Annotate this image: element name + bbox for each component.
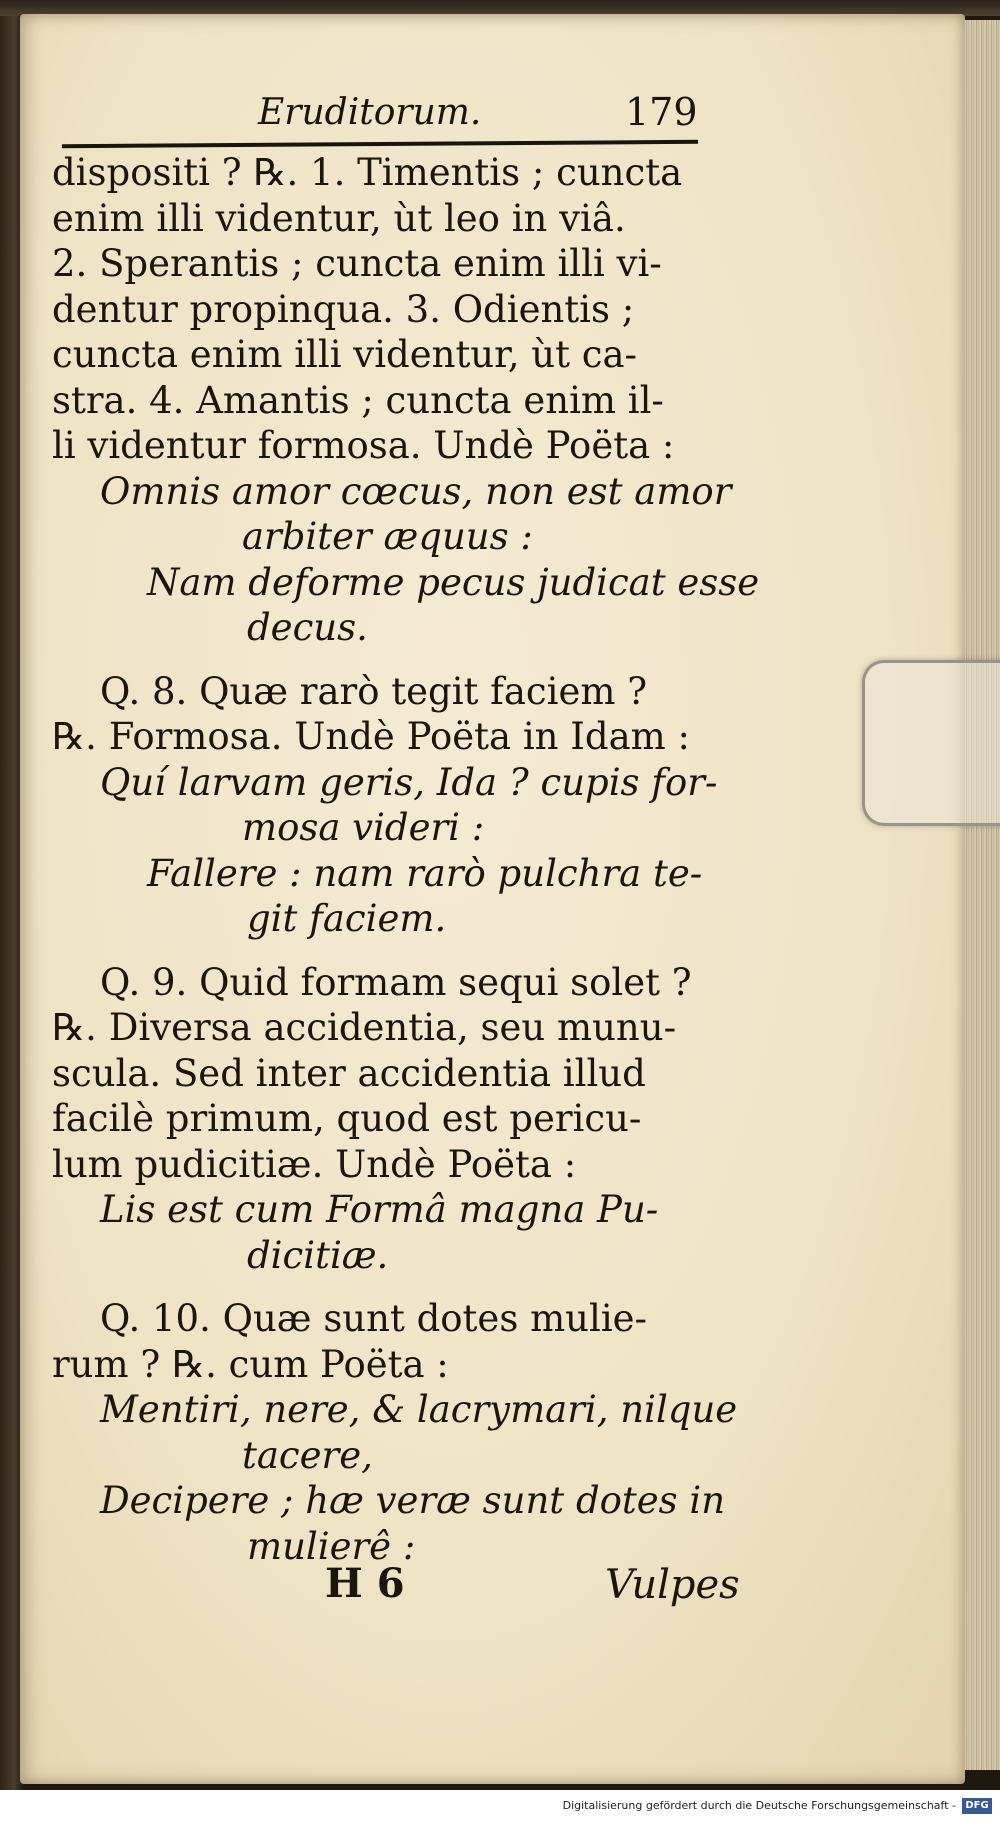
verse-line: Omnis amor cœcus, non est amor [100, 469, 732, 513]
page-clip [862, 660, 1000, 826]
question-line: Q. 10. Quæ sunt dotes mulie- [100, 1297, 648, 1340]
running-title: Eruditorum. [258, 92, 482, 133]
text-line: cuncta enim illi videntur, ùt ca- [52, 333, 638, 376]
text-line: rum ? ℞. cum Poëta : [52, 1342, 449, 1386]
text-line: dentur propinqua. 3. Odientis ; [52, 287, 635, 331]
verse-line: Lis est cum Formâ magna Pu- [100, 1188, 659, 1231]
text-line: enim illi videntur, ùt leo in viâ. [52, 196, 626, 240]
verse-line: Quí larvam geris, Ida ? cupis for- [100, 760, 718, 804]
verse-line: Mentiri, nere, & lacrymari, nilque [100, 1388, 738, 1431]
digitization-credit: Digitalisierung gefördert durch die Deutsche Forschungsgemeinschaft - [562, 1799, 956, 1812]
verse-line: arbiter æquus : [242, 515, 533, 558]
signature-mark: H 6 [325, 1560, 405, 1607]
verse-line: git faciem. [247, 897, 447, 940]
verse-line: dicitiæ. [247, 1233, 389, 1277]
question-line: Q. 8. Quæ rarò tegit faciem ? [100, 669, 648, 713]
body-text [52, 150, 760, 1569]
dfg-logo: DFG [962, 1798, 992, 1814]
verse-line: decus. [247, 606, 368, 649]
verse-line: mulierê : [247, 1524, 416, 1568]
verse-line: mosa videri : [242, 806, 485, 849]
text-line: 2. Sperantis ; cuncta enim illi vi- [52, 242, 662, 285]
book-fore-edge [962, 20, 1000, 1770]
text-line: dispositi ? ℞. 1. Timentis ; cuncta [52, 151, 683, 194]
verse-line: Fallere : nam rarò pulchra te- [147, 851, 703, 895]
verse-line: Decipere ; hæ veræ sunt dotes in [100, 1479, 726, 1522]
text-line: stra. 4. Amantis ; cuncta enim il- [52, 378, 664, 422]
page-number: 179 [625, 90, 698, 134]
text-line: scula. Sed inter accidentia illud [52, 1051, 646, 1095]
verse-line: Nam deforme pecus judicat esse [147, 560, 760, 604]
question-line: Q. 9. Quid formam sequi solet ? [100, 960, 692, 1004]
text-line: lum pudicitiæ. Undè Poëta : [52, 1142, 577, 1186]
text-line: li videntur formosa. Undè Poëta : [52, 424, 675, 467]
text-line: facilè primum, quod est pericu- [52, 1097, 642, 1140]
text-line: ℞. Diversa accidentia, seu munu- [52, 1006, 677, 1049]
page-footer [60, 1560, 740, 1620]
catchword: Vulpes [605, 1562, 740, 1608]
text-line: ℞. Formosa. Undè Poëta in Idam : [52, 715, 690, 758]
credit-bar [0, 1790, 1000, 1826]
verse-line: tacere, [242, 1433, 373, 1477]
